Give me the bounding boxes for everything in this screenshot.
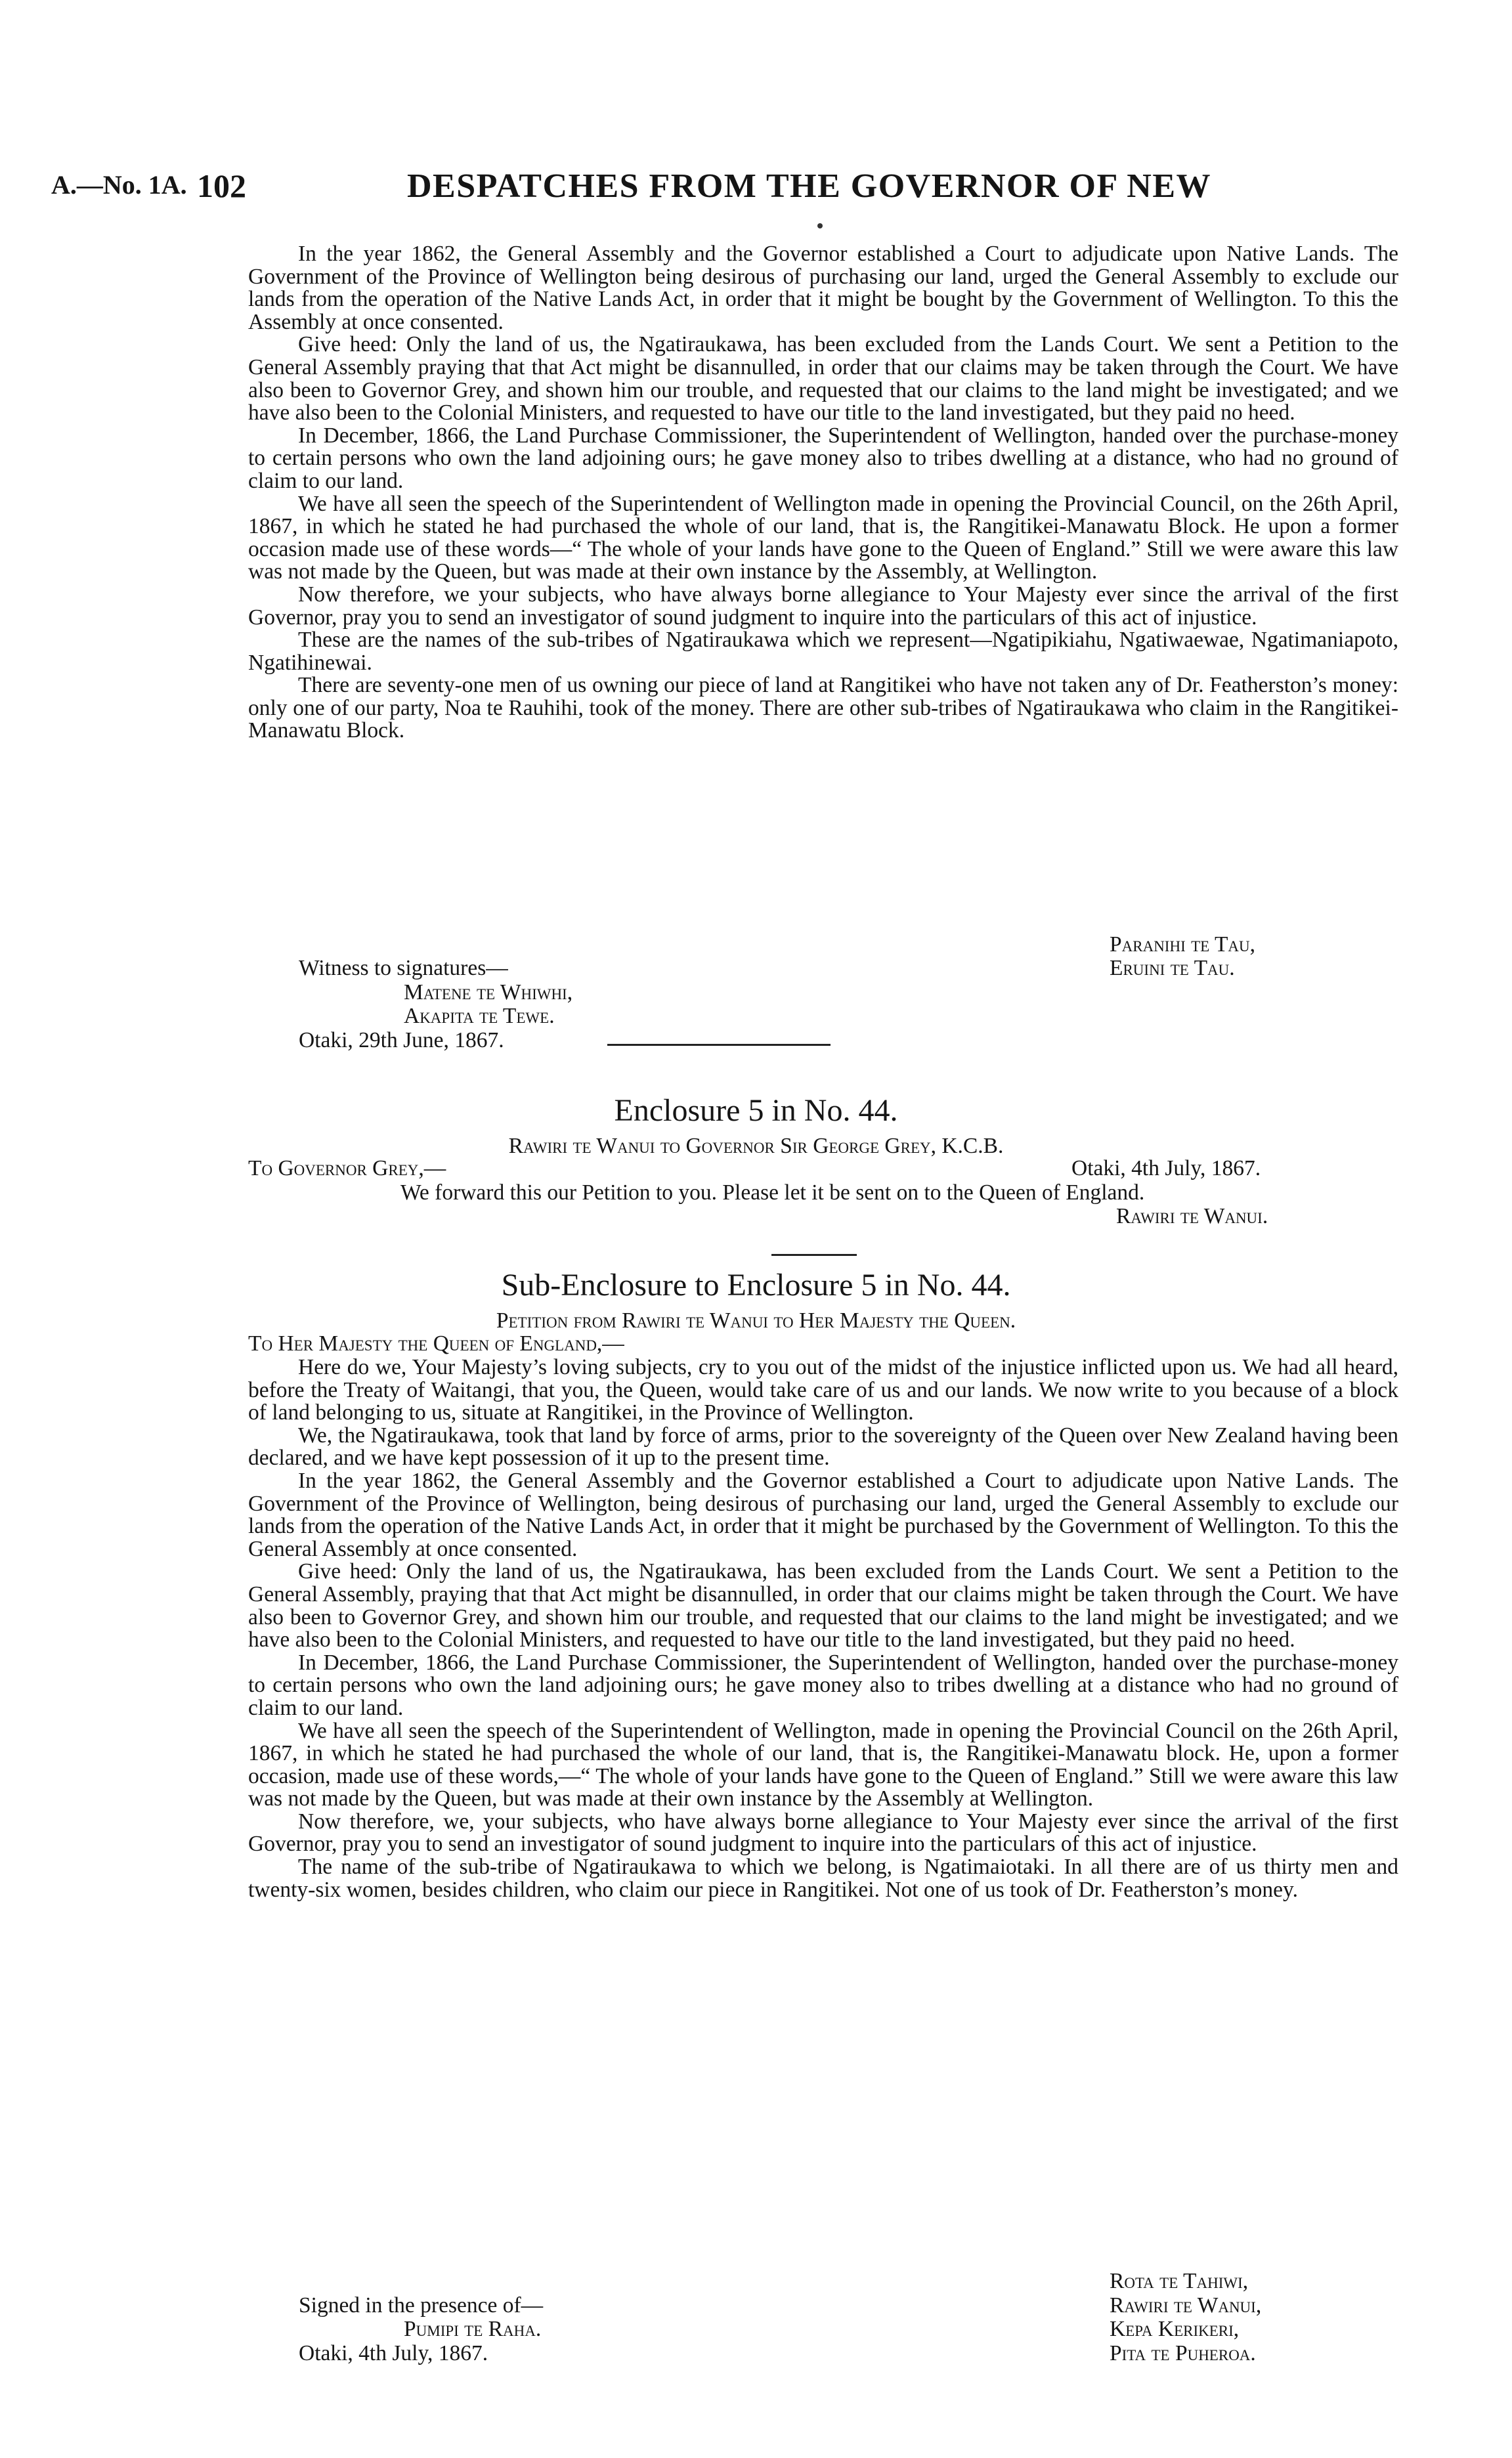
print-mark [817,223,823,228]
enclosure-subheading: Rawiri te Wanui to Governor Sir George Grey, K.C.B. [508,1134,1004,1158]
sub-enclosure-subheading: Petition from Rawiri te Wanui to Her Majesty the Queen. [496,1308,1016,1333]
witness-name: Akapita te Tewe. [404,1004,555,1028]
paragraph: Give heed: Only the land of us, the Ngatiraukawa, has been excluded from the Lands Court. We sent a Petition to the General Assembly praying that that Act might be disannulled, in order that our claims may be taken through the Court. We have also been to Governor Grey, and shown him our trouble, and requested that our claims to the land might be investigated; and we have also been to the Colonial Ministers, and requested to have our title to the land investigated, but they paid no heed. [248,332,1398,425]
enclosure-heading: Enclosure 5 in No. 44. [614,1093,898,1128]
place-date: Otaki, 4th July, 1867. [299,2341,488,2365]
paragraph: There are seventy-one men of us owning our piece of land at Rangitikei who have not taken any of Dr. Featherston’s money: only one of our party, Noa te Rauhihi, took of the money. There are other sub-tribes of Ngatiraukawa who claim in the Rangitikei-Manawatu Block. [248,673,1398,743]
place-date: Otaki, 4th July, 1867. [1071,1156,1261,1180]
signatory: Paranihi te Tau, [1110,932,1256,957]
addressee: To Her Majesty the Queen of England,— [248,1331,624,1356]
paragraph: The name of the sub-tribe of Ngatiraukawa to which we belong, is Ngatimaiotaki. In all there are of us thirty men and twenty-six women, besides children, who claim our piece in Rangitikei. Not one of us took of Dr. Featherston’s money. [248,1855,1398,1902]
place-date: Otaki, 29th June, 1867. [299,1028,504,1052]
signatory: Pita te Puheroa. [1110,2341,1256,2365]
signatory: Rawiri te Wanui, [1110,2293,1262,2318]
letter-body: We forward this our Petition to you. Please let it be sent on to the Queen of England. [400,1180,1145,1205]
paragraph: In the year 1862, the General Assembly and the Governor established a Court to adjudicate upon Native Lands. The Government of the Province of Wellington, being desirous of purchasing our land, urged the General Assembly to exclude our lands from the operation of the Native Lands Act, in order that it might be purchased by the Government of Wellington. To this the General Assembly at once consented. [248,1468,1398,1561]
section-divider [771,1254,857,1256]
presence-label: Signed in the presence of— [299,2293,544,2318]
paragraph: In the year 1862, the General Assembly and the Governor established a Court to adjudicate upon Native Lands. The Government of the Province of Wellington being desirous of purchasing our land, urged the General Assembly to exclude our lands from the operation of the Native Lands Act, in order that it might be bought by the Government of Wellington. To this the Assembly at once consented. [248,242,1398,334]
witness-label: Witness to signatures— [299,956,508,980]
paragraph: In December, 1866, the Land Purchase Commissioner, the Superintendent of Wellington, handed over the purchase-money to certain persons who own the land adjoining ours; he gave money also to tribes dwelling at a distance who had no ground of claim to our land. [248,1650,1398,1720]
paragraph: Here do we, Your Majesty’s loving subjects, cry to you out of the midst of the injustice inflicted upon us. We had all heard, before the Treaty of Waitangi, that you, the Queen, would take care of us and our lands. We now write to you because of a block of land belonging to us, situate at Rangitikei, in the Province of Wellington. [248,1355,1398,1425]
addressee: To Governor Grey,— [248,1156,446,1180]
petition-body [248,1356,1398,1901]
witness-name: Matene te Whiwhi, [404,980,573,1004]
paragraph: These are the names of the sub-tribes of Ngatiraukawa which we represent—Ngatipikiahu, Ngatiwaewae, Ngatimaniapoto, Ngatihinewai. [248,628,1398,675]
paragraph: Give heed: Only the land of us, the Ngatiraukawa, has been excluded from the Lands Court. We sent a Petition to the General Assembly, praying that that Act might be disannulled, in order that our claims might be taken through the Court. We have also been to Governor Grey, and shown him our trouble, and requested that our claims to the land might be investigated; and we have also been to the Colonial Ministers, and requested to have our title to the land investigated, but they paid no heed. [248,1559,1398,1652]
page-number: 102 [197,167,246,204]
paragraph: Now therefore, we, your subjects, who have always borne allegiance to Your Majesty ever since the arrival of the first Governor, pray you to send an investigator of sound judgment to inquire into the particulars of this act of injustice. [248,1809,1398,1857]
paragraph: We, the Ngatiraukawa, took that land by force of arms, prior to the sovereignty of the Queen over New Zealand having been declared, and we have kept possession of it up to the present time. [248,1423,1398,1471]
paper-reference: A.—No. 1A. [51,170,187,200]
sub-enclosure-heading: Sub-Enclosure to Enclosure 5 in No. 44. [501,1268,1011,1303]
signatory: Rawiri te Wanui. [1116,1204,1268,1228]
paragraph: Now therefore, we your subjects, who have always borne allegiance to Your Majesty ever since the arrival of the first Governor, pray you to send an investigator of sound judgment to inquire into the particulars of this act of injustice. [248,582,1398,630]
paragraph: We have all seen the speech of the Superintendent of Wellington, made in opening the Provincial Council on the 26th April, 1867, in which he stated he had purchased the whole of our land, that is, the Rangitikei-Manawatu block. He, upon a former occasion, made use of these words,—“ The whole of your lands have gone to the Queen of England.” Still we were aware this law was not made by the Queen, but was made at their own instance by the Assembly at Wellington. [248,1718,1398,1811]
paragraph: We have all seen the speech of the Superintendent of Wellington made in opening the Provincial Council, on the 26th April, 1867, in which he stated he had purchased the whole of our land, that is, the Rangitikei-Manawatu Block. He upon a former occasion made use of these words—“ The whole of your lands have gone to the Queen of England.” Still we were aware this law was not made by the Queen, but was made at their own instance by the Assembly, at Wellington. [248,491,1398,584]
running-title: DESPATCHES FROM THE GOVERNOR OF NEW [407,167,1212,205]
signatory: Eruini te Tau. [1110,956,1235,980]
petition-body [248,243,1398,743]
signatory: Kepa Kerikeri, [1110,2317,1240,2341]
paragraph: In December, 1866, the Land Purchase Commissioner, the Superintendent of Wellington, handed over the purchase-money to certain persons who own the land adjoining ours; he gave money also to tribes dwelling at a distance, who had no ground of claim to our land. [248,423,1398,493]
section-divider [607,1044,831,1046]
signatory: Rota te Tahiwi, [1110,2269,1249,2293]
witness-name: Pumipi te Raha. [404,2317,542,2341]
